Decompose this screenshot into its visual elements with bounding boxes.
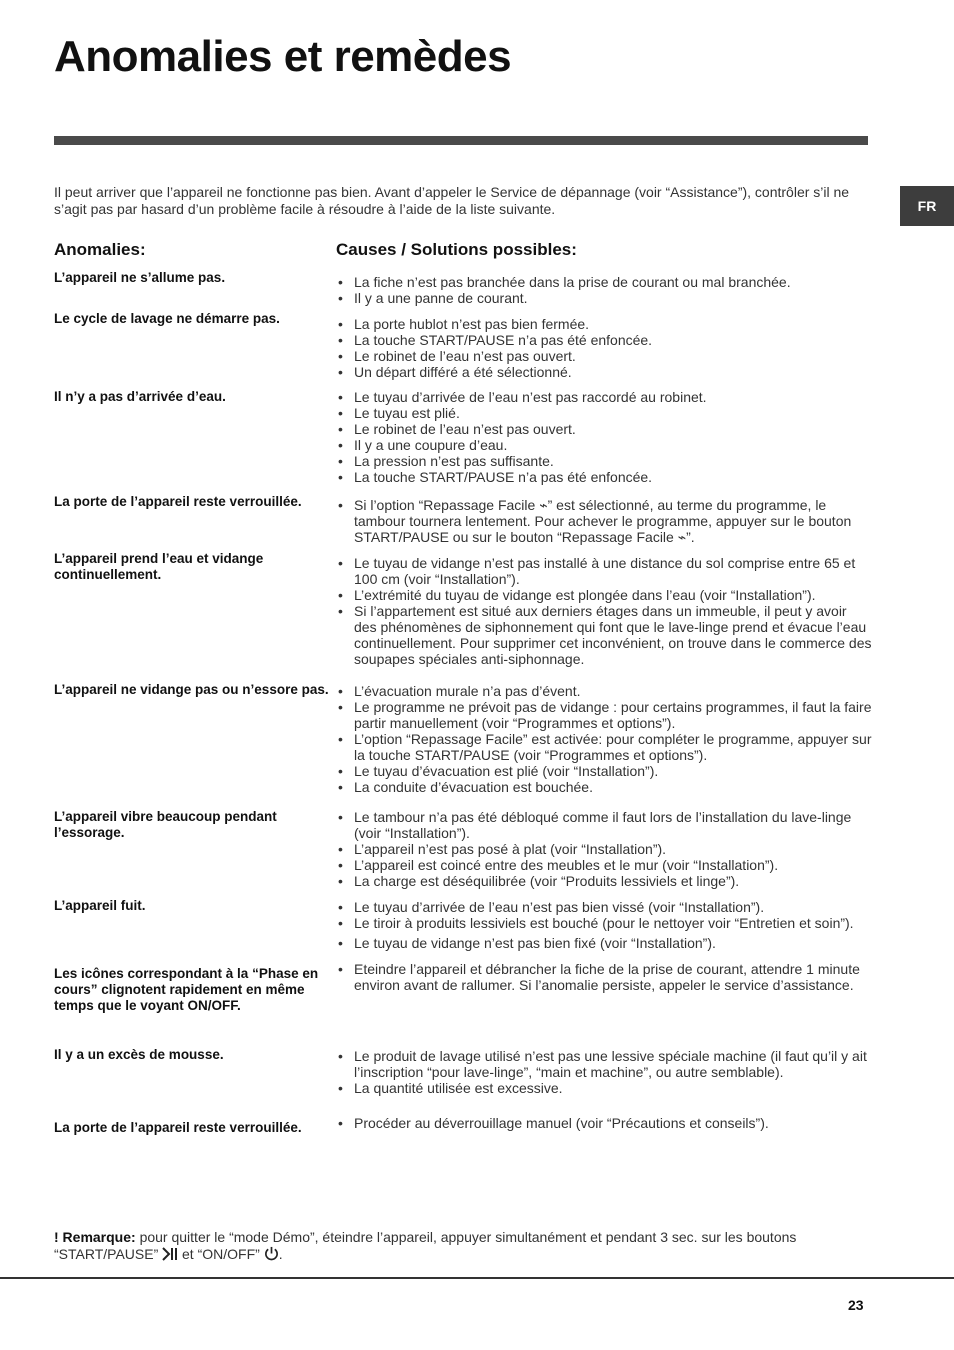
causes-list <box>336 809 872 889</box>
anomaly-label: L’appareil prend l’eau et vidange continuellement. <box>54 551 264 582</box>
note-label: ! Remarque: <box>54 1229 136 1245</box>
list-item: • L’extrémité du tuyau de vidange est plongée dans l’eau (voir “Installation”). <box>336 587 872 603</box>
list-item: • Le robinet de l’eau n’est pas ouvert. <box>336 421 872 437</box>
list-item: • Le tuyau de vidange n’est pas bien fixé (voir “Installation”). <box>336 935 872 951</box>
anomaly-label: L’appareil ne s’allume pas. <box>54 270 226 285</box>
list-item: • Le tuyau d’arrivée de l’eau n’est pas raccordé au robinet. <box>336 389 872 405</box>
anomaly-label: L’appareil vibre beaucoup pendant l’essorage. <box>54 809 277 840</box>
list-item: • La porte hublot n’est pas bien fermée. <box>336 316 872 332</box>
note-text: . <box>278 1246 283 1262</box>
list-item: • Procéder au déverrouillage manuel (voir “Précautions et conseils”). <box>336 1115 872 1131</box>
list-item: • L’appareil est coincé entre des meubles et le mur (voir “Installation”). <box>336 857 872 873</box>
anomaly-label: La porte de l’appareil reste verrouillée. <box>54 494 302 509</box>
list-item: • Si l’option “Repassage Facile ⌁” est sélectionné, au terme du programme, le tambour tournera lentement. Pour achever le programme, appuyer sur le bouton START/PAUSE ou sur le bouton “Repassage Facile ⌁”. <box>336 497 872 545</box>
causes-list <box>336 497 872 545</box>
page-number: 23 <box>848 1297 864 1313</box>
intro-paragraph: Il peut arriver que l’appareil ne fonctionne pas bien. Avant d’appeler le Service de dépannage (voir “Assistance”), contrôler s’il ne s’agit pas par hasard d’un problème facile à résoudre à l’aide de la liste suivante. <box>54 184 850 217</box>
list-item: • Le tuyau d’évacuation est plié (voir “Installation”). <box>336 763 872 779</box>
causes-list <box>336 1115 872 1131</box>
list-item: • Eteindre l’appareil et débrancher la fiche de la prise de courant, attendre 1 minute environ avant de rallumer. Si l’anomalie persiste, appeler le service d’assistance. <box>336 961 872 993</box>
anomalies-header: Anomalies: <box>54 240 146 259</box>
causes-list <box>336 683 872 795</box>
causes-list <box>336 555 872 667</box>
anomaly-label: Il y a un excès de mousse. <box>54 1047 224 1062</box>
list-item: • Le produit de lavage utilisé n’est pas une lessive spéciale machine (il faut qu’il y ait l’inscription “pour lave-linge”, “main et machine”, ou autre semblable). <box>336 1048 872 1080</box>
note-text: et “ON/OFF” <box>178 1246 264 1262</box>
demo-mode-note <box>54 1229 870 1265</box>
list-item: • La touche START/PAUSE n’a pas été enfoncée. <box>336 332 872 348</box>
list-item: • La fiche n’est pas branchée dans la prise de courant ou mal branchée. <box>336 274 872 290</box>
anomaly-label: Le cycle de lavage ne démarre pas. <box>54 311 280 326</box>
list-item: • L’option “Repassage Facile” est activée: pour compléter le programme, appuyer sur la touche START/PAUSE (voir “Programmes et options”). <box>336 731 872 763</box>
title-divider <box>54 136 868 145</box>
anomaly-label: Les icônes correspondant à la “Phase en cours” clignotent rapidement en même temps que le voyant ON/OFF. <box>54 966 319 1013</box>
list-item: • Le programme ne prévoit pas de vidange : pour certains programmes, il faut la faire partir manuellement (voir “Programmes et options”). <box>336 699 872 731</box>
causes-list <box>336 274 872 306</box>
language-tab: FR <box>900 186 954 226</box>
list-item: • L’évacuation murale n’a pas d’évent. <box>336 683 872 699</box>
anomaly-label: Il n’y a pas d’arrivée d’eau. <box>54 389 226 404</box>
causes-list <box>336 899 872 951</box>
list-item: • Le tuyau d’arrivée de l’eau n’est pas bien vissé (voir “Installation”). <box>336 899 872 915</box>
list-item: • La touche START/PAUSE n’a pas été enfoncée. <box>336 469 872 485</box>
list-item: • La quantité utilisée est excessive. <box>336 1080 872 1096</box>
causes-list <box>336 316 872 380</box>
anomaly-label: L’appareil fuit. <box>54 898 146 913</box>
note-text: pour quitter le “mode Démo”, éteindre l’appareil, appuyer simultanément et pendant 3 sec. sur les boutons “START/PAUSE” <box>54 1229 797 1262</box>
causes-list <box>336 389 872 485</box>
list-item: • La pression n’est pas suffisante. <box>336 453 872 469</box>
list-item: • Le robinet de l’eau n’est pas ouvert. <box>336 348 872 364</box>
list-item: • La conduite d’évacuation est bouchée. <box>336 779 872 795</box>
list-item: • Si l’appartement est situé aux derniers étages dans un immeuble, il peut y avoir des phénomènes de siphonnement qui font que le lave-linge prend et évacue l’eau continuellement. Pour supprimer cet inconvénient, on trouve dans le commerce des soupapes spéciales anti-siphonnage. <box>336 603 872 667</box>
list-item: • La charge est déséquilibrée (voir “Produits lessiviels et linge”). <box>336 873 872 889</box>
list-item: • Le tiroir à produits lessiviels est bouché (pour le nettoyer voir “Entretien et soin”). <box>336 915 872 931</box>
play-pause-icon <box>162 1247 178 1265</box>
list-item: • L’appareil n’est pas posé à plat (voir “Installation”). <box>336 841 872 857</box>
list-item: • Un départ différé a été sélectionné. <box>336 364 872 380</box>
power-icon <box>264 1246 279 1265</box>
causes-list <box>336 1048 872 1096</box>
footer-divider <box>0 1277 954 1279</box>
causes-list <box>336 961 872 993</box>
list-item: • Il y a une panne de courant. <box>336 290 872 306</box>
causes-header: Causes / Solutions possibles: <box>336 240 577 259</box>
list-item: • Le tambour n’a pas été débloqué comme il faut lors de l’installation du lave-linge (voir “Installation”). <box>336 809 872 841</box>
list-item: • Il y a une coupure d’eau. <box>336 437 872 453</box>
anomaly-label: La porte de l’appareil reste verrouillée. <box>54 1120 302 1135</box>
page-title: Anomalies et remèdes <box>54 32 512 81</box>
list-item: • Le tuyau de vidange n’est pas installé à une distance du sol comprise entre 65 et 100 cm (voir “Installation”). <box>336 555 872 587</box>
anomaly-label: L’appareil ne vidange pas ou n’essore pas. <box>54 682 329 697</box>
list-item: • Le tuyau est plié. <box>336 405 872 421</box>
